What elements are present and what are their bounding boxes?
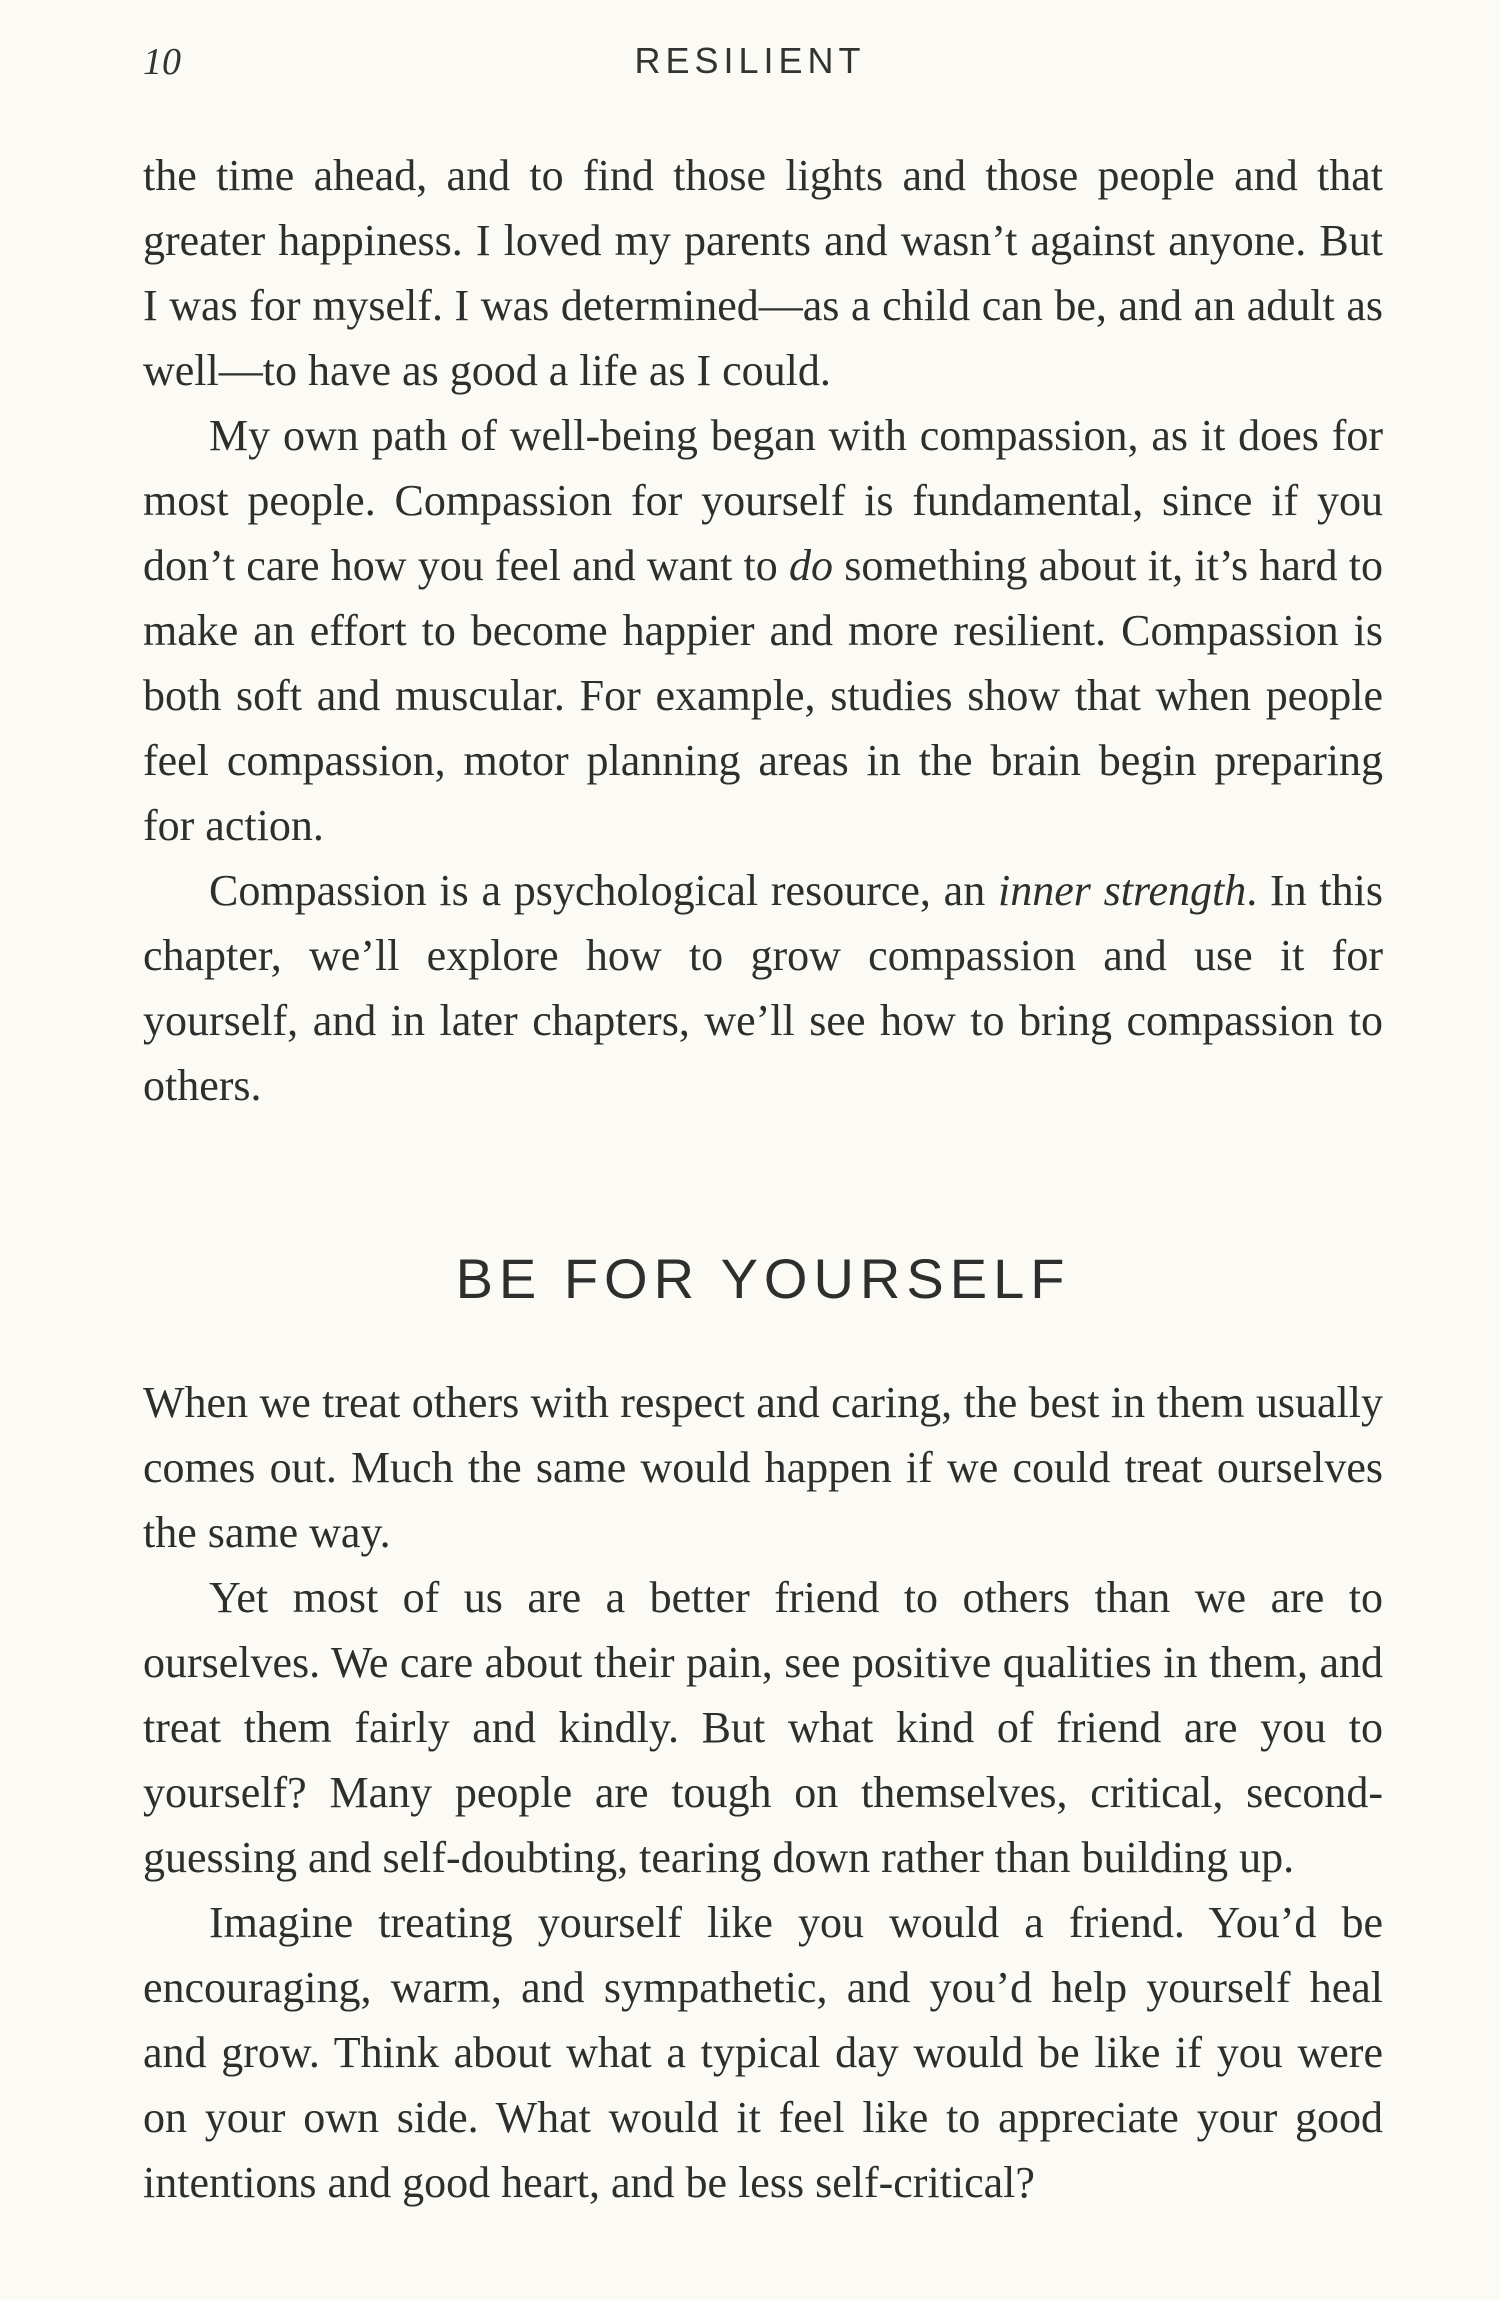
page-number: 10 xyxy=(143,41,181,83)
paragraph-compassion-resource xyxy=(143,858,1383,1118)
paragraph-compassion-path xyxy=(143,403,1383,858)
paragraph-imagine: Imagine treating yourself like you would a friend. You’d be encouraging, warm, and sympathetic, and you’d help yourself heal and grow. Think about what a typical day would be like if you were on your own side. What would it feel like to appreciate your good intentions and good heart, and be less self-critical? xyxy=(143,1898,1383,2207)
paragraph-better-friend: Yet most of us are a better friend to others than we are to ourselves. We care about their pain, see positive qualities in them, and treat them fairly and kindly. But what kind of friend are you to yourself? Many people are tough on themselves, critical, second-guessing and self-doubting, tearing down rather than building up. xyxy=(143,1573,1383,1882)
paragraph-text: My own path of well-being began with compassion, as it does for most people. Compassion for yourself is fundamental, since if you don’t care how you feel and want to xyxy=(143,411,1383,590)
paragraph-treat-others: When we treat others with respect and caring, the best in them usually comes out. Much the same would happen if we could treat ourselves the same way. xyxy=(143,1378,1383,1557)
paragraph-text: the time ahead, and to find those lights and those people and that greater happiness. I loved my parents and wasn’t against anyone. But I was for myself. I was determined—as a child can be, and an adult as well—to have as good a life as I could. xyxy=(143,151,1383,395)
paragraph-continued xyxy=(143,143,1383,403)
emphasis-text: inner strength xyxy=(997,866,1247,915)
body-text xyxy=(143,143,1383,2215)
paragraph-text: something about it, it’s hard to make an effort to become happier and more resilient. Compassion is both soft and muscular. For example, studies show that when people feel compassion, motor planning areas in the brain begin preparing for action. xyxy=(143,541,1383,850)
emphasis-text: do xyxy=(789,541,833,590)
running-head xyxy=(0,40,1500,90)
paragraph-text: Compassion is a psychological resource, an xyxy=(209,866,998,915)
paragraph-text: . In this chapter, we’ll explore how to grow compassion and use it for yourself, and in later chapters, we’ll see how to bring compassion to others. xyxy=(143,866,1383,1110)
section-heading: BE FOR YOURSELF xyxy=(455,1247,1071,1310)
running-title: RESILIENT xyxy=(634,40,866,81)
